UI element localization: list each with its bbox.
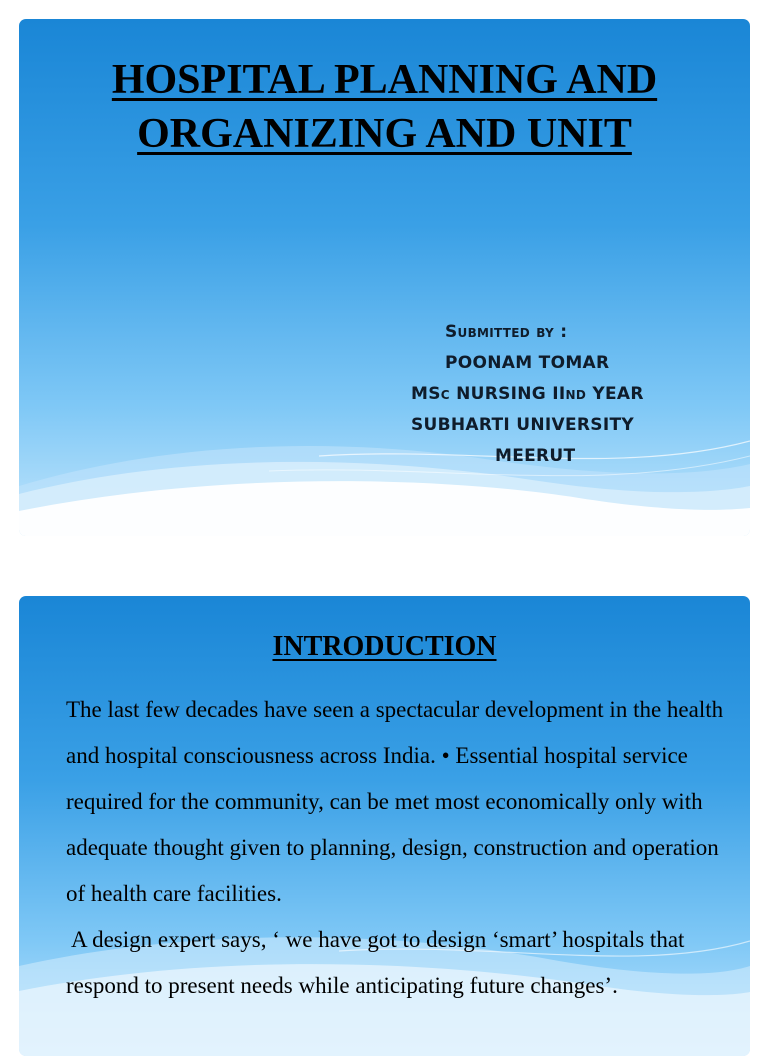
title-line-1: HOSPITAL PLANNING AND (111, 57, 658, 103)
submission-credits (407, 317, 644, 472)
author-name: POONAM TOMAR (445, 353, 610, 373)
author-city: MEERUT (495, 446, 576, 466)
introduction-paragraph-1: The last few decades have seen a spectacular development in the health and hospital consciousness across India. • Essential hospital service required for the community, can be met most economically only with adequate thought given to planning, design, construction and operation of health care facilities. (66, 697, 724, 906)
author-university: SUBHARTI UNIVERSITY (411, 415, 634, 435)
submitted-by-label: Submitted by : (445, 322, 568, 342)
introduction-body (66, 687, 726, 1009)
section-heading: INTRODUCTION (272, 631, 497, 662)
title-line-2: ORGANIZING AND UNIT (137, 111, 632, 157)
title-slide (19, 19, 750, 536)
introduction-paragraph-2: A design expert says, ‘ we have got to design ‘smart’ hospitals that respond to present needs while anticipating future changes’. (66, 927, 685, 998)
introduction-slide (19, 596, 750, 1056)
slide-title (19, 53, 750, 161)
author-course: MSc NURSING IInd YEAR (411, 384, 644, 404)
